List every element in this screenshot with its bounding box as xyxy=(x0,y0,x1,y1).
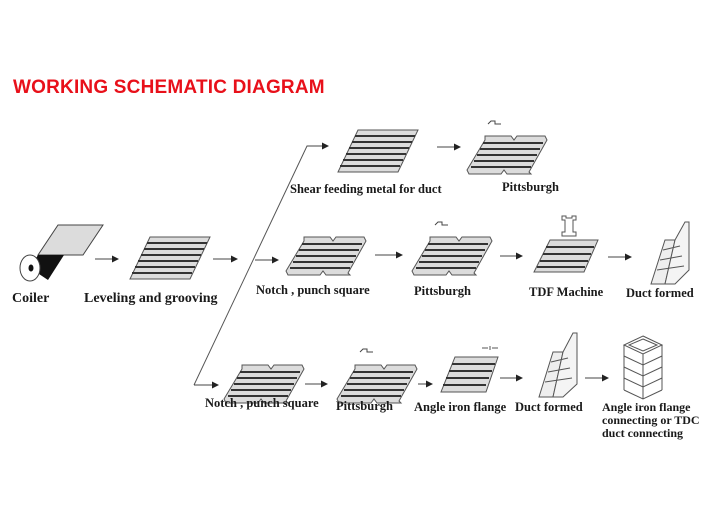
pittsburgh-label: Pittsburgh xyxy=(502,180,559,194)
final-connection-label: Angle iron flange connecting or TDC duct connecting xyxy=(602,400,700,440)
angle-iron-flange-label: Angle iron flange xyxy=(414,400,507,414)
notch-punch-label: Notch , punch square xyxy=(256,283,370,297)
tdf-machine-label: TDF Machine xyxy=(529,285,604,299)
coil-icon xyxy=(20,225,103,281)
pittsburgh-label: Pittsburgh xyxy=(336,399,393,413)
tdf-flange-sheet-icon xyxy=(534,216,598,272)
pittsburgh-label: Pittsburgh xyxy=(414,284,471,298)
coiler-label: Coiler xyxy=(12,291,50,306)
angle-flange-sheet-icon xyxy=(441,346,498,392)
grooved-sheet-icon xyxy=(130,237,210,279)
assembled-duct-icon xyxy=(624,336,662,399)
diagram-title: WORKING SCHEMATIC DIAGRAM xyxy=(13,77,325,98)
formed-duct-icon xyxy=(539,333,577,397)
duct-formed-label: Duct formed xyxy=(626,286,694,300)
shear-feeding-label: Shear feeding metal for duct xyxy=(290,182,442,196)
duct-formed-label: Duct formed xyxy=(515,400,583,414)
formed-duct-icon xyxy=(651,222,689,284)
leveling-label: Leveling and grooving xyxy=(84,291,218,306)
notch-punch-label: Notch , punch square xyxy=(205,396,319,410)
